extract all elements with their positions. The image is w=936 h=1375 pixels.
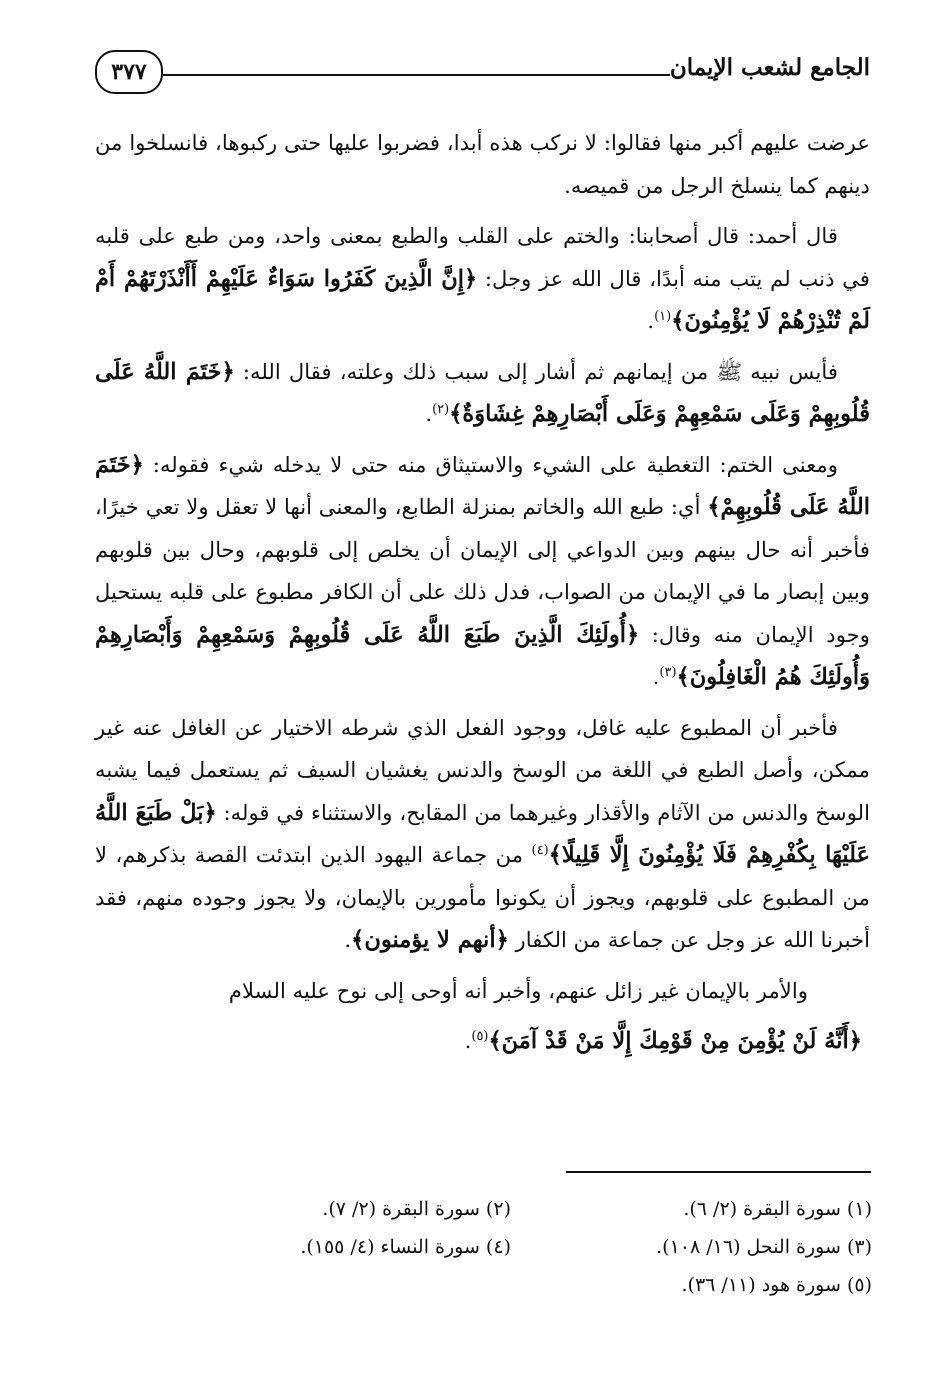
page-number: ٣٧٧: [95, 50, 163, 94]
page-header: [95, 50, 870, 100]
paragraph-text: ومعنى الختم: التغطية على الشيء والاستيثاق منه حتى لا يدخله شيء فقوله:: [143, 451, 838, 477]
footnote-ref: (٣): [659, 664, 677, 680]
footnote-2: (٢) سورة البقرة (٢/ ٧).: [322, 1198, 511, 1220]
quran-verse: ﴿إِنَّ الَّذِينَ كَفَرُوا سَوَاءٌ عَلَيْهِمْ أَأَنْذَرْتَهُمْ أَمْ لَمْ تُنْذِرْهُمْ لَا يُؤْمِنُونَ﴾: [95, 265, 870, 334]
footnote-3: (٣) سورة النحل (١٦/ ١٠٨).: [656, 1236, 872, 1258]
footnote-separator: [566, 1171, 871, 1173]
quran-verse: ﴿خَتَمَ اللَّهُ عَلَى قُلُوبِهِمْ﴾: [95, 451, 870, 520]
paragraph-text: أي: طبع الله والخاتم بمنزلة الطابع، والمعنى أنها لا تعقل ولا تعي خيرًا، فأخبر أنه حال بينهم وبين الدواعي إلى الإيمان أن يخلص إلى قلوبهم، وحال بين قلوبهم وبين إبصار ما في الإيمان من الصواب، فدل ذلك على أن الكافر مطبوع على قلبه يستحيل وجود الإيمان منه وقال:: [95, 494, 871, 647]
main-text: [95, 122, 870, 1071]
punctuation: .: [464, 1028, 472, 1053]
paragraph-2: [95, 215, 870, 343]
quran-verse: ﴿بَلْ طَبَعَ اللَّهُ عَلَيْهَا بِكُفْرِهِمْ فَلَا يُؤْمِنُونَ إِلَّا قَلِيلًا﴾: [95, 799, 870, 868]
paragraph-text: من جماعة اليهود الذين ابتدئت القصة بذكرهم، لا من المطبوع على قلوبهم، ويجوز أن يكونوا مأمورين بالإيمان، ولا يجوز وجوده منهم، فقد أخبرنا الله عز وجل عن جماعة من الكفار: [95, 842, 870, 952]
paragraph-text: والأمر بالإيمان غير زائل عنهم، وأخبر أنه أوحى إلى نوح عليه السلام: [228, 977, 808, 1003]
punctuation: .: [647, 308, 655, 333]
paragraph-1: [95, 122, 870, 207]
quran-verse: ﴿أُولَئِكَ الَّذِينَ طَبَعَ اللَّهُ عَلَى قُلُوبِهِمْ وَسَمْعِهِمْ وَأَبْصَارِهِمْ وَأُولَئِكَ هُمُ الْغَافِلُونَ﴾: [95, 621, 870, 690]
footnote-row: [150, 1266, 872, 1304]
quran-verse: ﴿أنهم لا يؤمنون﴾: [351, 927, 509, 953]
footnote-1: (١) سورة البقرة (٢/ ٦).: [683, 1198, 872, 1220]
paragraph-6: [95, 970, 870, 1013]
punctuation: .: [652, 664, 660, 689]
book-title: الجامع لشعب الإيمان: [669, 54, 870, 81]
punctuation: .: [344, 927, 352, 952]
footnote-ref: (٤): [531, 842, 549, 858]
paragraph-text: عرضت عليهم أكبر منها فقالوا: لا نركب هذه أبدا، فضربوا عليها حتى ركبوها، فانسلخوا من دينهم كما ينسلخ الرجل من قميصه.: [95, 130, 870, 198]
paragraph-4: [95, 444, 870, 699]
footnote-ref: (٢): [432, 401, 450, 417]
paragraph-5: [95, 707, 870, 962]
footnote-row: [150, 1228, 872, 1266]
footnote-ref: (١): [654, 308, 672, 324]
footnote-row: [150, 1190, 872, 1228]
paragraph-3: [95, 351, 870, 436]
footnote-5: (٥) سورة هود (١١/ ٣٦).: [681, 1274, 872, 1296]
paragraph-text: قال أحمد: قال أصحابنا: والختم على القلب والطبع بمعنى واحد، ومن طبع على قلبه في ذنب لم يتب منه أبدًا، قال الله عز وجل:: [95, 223, 870, 291]
paragraph-6-verse: [95, 1020, 870, 1063]
footnote-4: (٤) سورة النساء (٤/ ١٥٥).: [300, 1236, 511, 1258]
paragraph-text: فأخبر أن المطبوع عليه غافل، ووجود الفعل الذي شرطه الاختيار عن الغافل عنه غير ممكن، وأصل الطبع في اللغة من الوسخ والدنس يغشيان السيف ثم يستعمل فيما يشبه الوسخ والدنس من الآثام والأقذار وغيرهما من المقابح، والاستثناء في قوله:: [95, 714, 870, 825]
header-rule: [163, 74, 670, 76]
footnote-ref: (٥): [471, 1028, 489, 1044]
punctuation: .: [425, 401, 433, 426]
footnotes: [150, 1190, 872, 1304]
quran-verse: ﴿أَنَّهُ لَنْ يُؤْمِنَ مِنْ قَوْمِكَ إِلَّا مَنْ قَدْ آمَنَ﴾: [488, 1028, 862, 1054]
paragraph-text: فأيس نبيه ﷺ من إيمانهم ثم أشار إلى سبب ذلك وعلته، فقال الله:: [234, 358, 838, 384]
quran-verse: ﴿خَتَمَ اللَّهُ عَلَى قُلُوبِهِمْ وَعَلَى سَمْعِهِمْ وَعَلَى أَبْصَارِهِمْ غِشَاوَةٌ﴾: [95, 358, 870, 427]
